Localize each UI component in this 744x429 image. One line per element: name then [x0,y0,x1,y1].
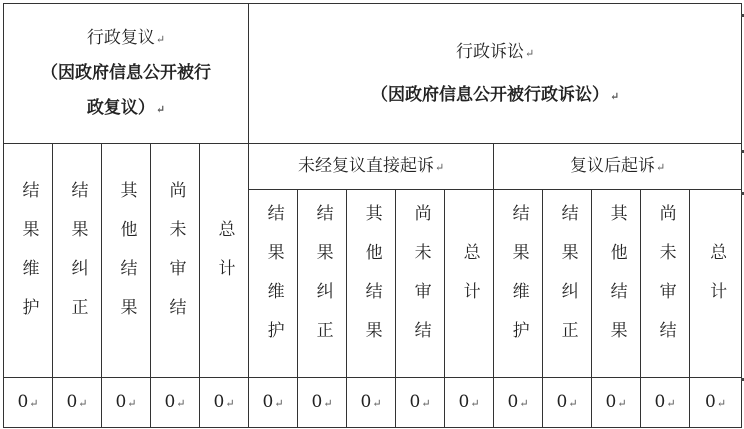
value-cell: 0↵ [641,378,690,428]
value-cell: 0↵ [592,378,641,428]
value-cell: 0↵ [494,378,543,428]
value-cell: 0↵ [445,378,494,428]
disclosure-table [3,3,742,428]
after-review-title: 复议后起诉 [569,156,655,176]
after-col-total: 总计 [690,190,742,378]
value-cell: 0↵ [249,378,298,428]
value-cell: 0↵ [53,378,102,428]
value-cell: 0↵ [200,378,249,428]
value-cell: 0↵ [543,378,592,428]
direct-col-pending: 尚未审结 [396,190,445,378]
direct-suit-header: 未经复议直接起诉↵ [249,144,494,190]
litigation-subtitle: （因政府信息公开被行政诉讼） [370,84,609,105]
direct-suit-title: 未经复议直接起诉 [297,156,434,176]
value-cell: 0↵ [4,378,53,428]
value-cell: 0↵ [298,378,347,428]
admin-col-maintained: 结果维护 [4,144,53,378]
after-col-other: 其他结果 [592,190,641,378]
after-col-maintained: 结果维护 [494,190,543,378]
value-cell: 0↵ [151,378,200,428]
admin-review-header: 行政复议↵ （因政府信息公开被行 政复议）↵ [4,4,249,144]
after-review-header: 复议后起诉↵ [494,144,742,190]
after-col-pending: 尚未审结 [641,190,690,378]
direct-col-corrected: 结果纠正 [298,190,347,378]
admin-review-title: 行政复议 [86,28,155,48]
value-cell: 0↵ [347,378,396,428]
after-col-corrected: 结果纠正 [543,190,592,378]
admin-col-corrected: 结果纠正 [53,144,102,378]
litigation-header: 行政诉讼↵ （因政府信息公开被行政诉讼）↵ [249,4,742,144]
direct-col-total: 总计 [445,190,494,378]
values-row [4,378,742,428]
value-cell: 0↵ [396,378,445,428]
value-cell: 0↵ [102,378,151,428]
admin-col-pending: 尚未审结 [151,144,200,378]
direct-col-maintained: 结果维护 [249,190,298,378]
admin-col-total: 总计 [200,144,249,378]
admin-review-subtitle-1: （因政府信息公开被行 [41,63,212,83]
value-cell: 0↵ [690,378,742,428]
litigation-title: 行政诉讼 [455,41,524,62]
admin-col-other: 其他结果 [102,144,151,378]
direct-col-other: 其他结果 [347,190,396,378]
admin-review-subtitle-2: 政复议） [86,98,155,118]
